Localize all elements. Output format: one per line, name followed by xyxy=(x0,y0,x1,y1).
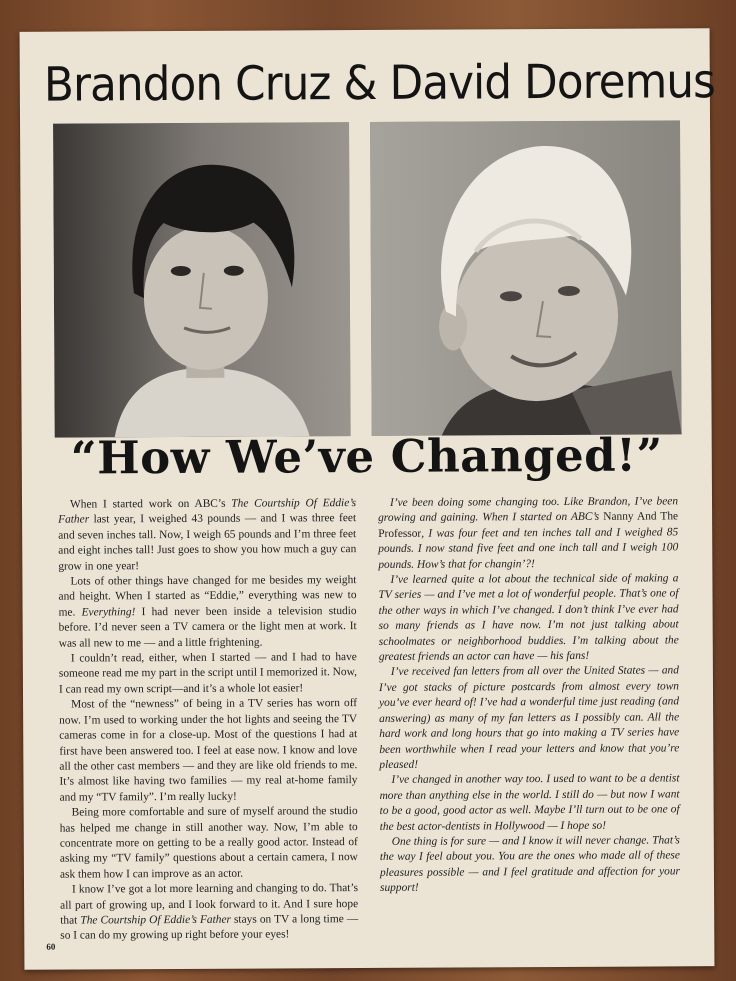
paragraph: I’ve been doing some changing too. Like Brandon, I’ve been growing and gaining. When I started on ABC’s Nanny And The Professor, I was four feet and ten inches tall and I weighed 85 pounds. I now stand five feet and one inch tall and I weigh 100 pounds. How’s that for changin’?! xyxy=(378,495,679,571)
pull-quote: “How We’ve Changed!” xyxy=(70,428,663,485)
headline: Brandon Cruz & David Doremus xyxy=(43,54,716,113)
page-number: 60 xyxy=(46,941,56,952)
photo-david-doremus xyxy=(370,120,682,436)
paragraph: I’ve received fan letters from all over the United States — and I’ve got stacks of picture postcards from almost every town you’ve ever heard of! I’ve had a wonderful time just reading (and answering) as many of my fan letters as I possibly can. All the hard work and long hours that go into making a TV series have been worthwhile when I read your letters and know that you’re pleased! xyxy=(378,664,680,771)
paragraph: I know I’ve got a lot more learning and changing to do. That’s all part of growing up, and I look forward to it. And I sure hope that The Courtship Of Eddie’s Father stays on TV a long time — so I can do my growing up right before your eyes! xyxy=(60,882,359,942)
show-title: The Courtship Of Eddie’s Father xyxy=(58,497,357,527)
photo-brandon-cruz xyxy=(53,122,351,438)
emphasis: Everything! xyxy=(81,606,136,619)
paragraph: Most of the “newness” of being in a TV series has worn off now. I’m used to working under the hot lights and seeing the TV cameras come in for a close-up. Most of the questions I had at first have been answered too. I feel at ease now. I know and love all the other cast members — and they are like old friends to me. It’s almost like having two families — my real at-home family and my “TV family”. I’m really lucky! xyxy=(59,697,358,804)
paragraph: I couldn’t read, either, when I started — and I had to have someone read me my part in the script until I memorized it. Now, I can read my own script—and it’s a whole lot easier! xyxy=(58,651,357,696)
article-column-brandon xyxy=(58,496,358,944)
show-title: The Courtship Of Eddie’s Father xyxy=(80,913,231,927)
paragraph: When I started work on ABC’s The Courtship Of Eddie’s Father last year, I weighed 43 pounds — and I was three feet and seven inches tall. Now, I weigh 65 pounds and I’m three feet and eight inches tall! Just goes to show you how much a guy can grow in one year! xyxy=(58,497,357,573)
paragraph: I’ve learned quite a lot about the technical side of making a TV series — and I’ve met a lot of wonderful people. That’s one of the other ways in which I’ve changed. I don’t think I’ve ever had so many friends as I have now. I’m not just talking about schoolmates or neighborhood buddies. I’m talking about the greatest friends an actor can have — his fans! xyxy=(378,572,679,664)
paragraph: Lots of other things have changed for me besides my weight and height. When I started as “Eddie,” everything was new to me. Everything! I had never been inside a television studio before. I’d never seen a TV camera or the light men at work. It was all new to me — and a little frightening. xyxy=(58,574,357,650)
article-column-david xyxy=(378,494,680,896)
show-title: Nanny And The Professor xyxy=(378,510,679,540)
paragraph: I’ve changed in another way too. I used to want to be a dentist more than anything else in the world. I still do — but now I want to be a good, good actor as well. Maybe I’ll turn out to be one of the best actor-dentists in Hollywood — I hope so! xyxy=(379,772,680,833)
magazine-page xyxy=(20,28,715,970)
paragraph: Being more comfortable and sure of myself around the studio has helped me change in still another way. Now, I’m able to concentrate more on getting to be a really good actor. Instead of asking my “TV family” questions about a certain camera, I now ask them how I can improve as an actor. xyxy=(59,805,358,881)
paragraph: One thing is for sure — and I know it will never change. That’s the way I feel about you. You are the ones who made all of these pleasures possible — and I feel gratitude and affection for your support! xyxy=(379,834,680,895)
